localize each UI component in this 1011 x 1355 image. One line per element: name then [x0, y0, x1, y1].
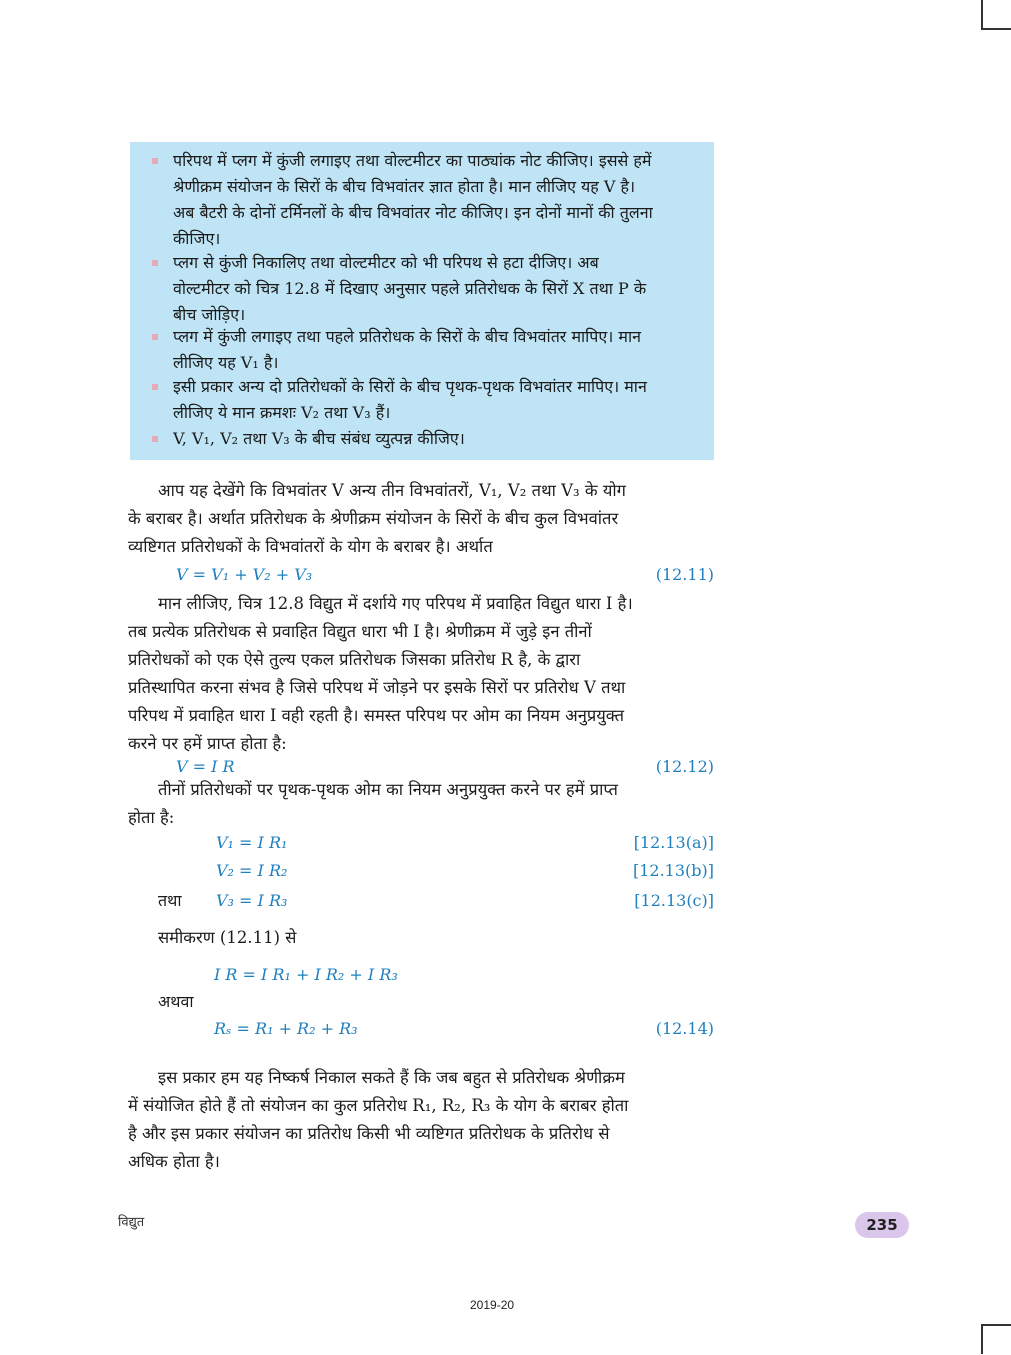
- activity-line: इसी प्रकार अन्य दो प्रतिरोधकों के सिरों के बीच पृथक-पृथक विभवांतर मापिए। मान: [173, 377, 647, 396]
- activity-line: परिपथ में प्लग में कुंजी लगाइए तथा वोल्टमीटर का पाठ्यांक नोट कीजिए। इससे हमें: [173, 151, 652, 170]
- equation-number: [12.13(a)]: [633, 833, 714, 852]
- body-line: करने पर हमें प्राप्त होता है:: [128, 734, 287, 753]
- body-line: इस प्रकार हम यह निष्कर्ष निकाल सकते हैं कि जब बहुत से प्रतिरोधक श्रेणीक्रम: [158, 1068, 625, 1087]
- activity-line: प्लग में कुंजी लगाइए तथा पहले प्रतिरोधक के सिरों के बीच विभवांतर मापिए। मान: [173, 327, 641, 346]
- page-number: 235: [855, 1212, 909, 1238]
- activity-line: बीच जोड़िए।: [173, 305, 246, 324]
- body-line: तीनों प्रतिरोधकों पर पृथक-पृथक ओम का नियम अनुप्रयुक्त करने पर हमें प्राप्त: [158, 780, 618, 799]
- bullet-icon: [152, 384, 158, 390]
- edition-year: 2019-20: [470, 1298, 515, 1312]
- body-line: मान लीजिए, चित्र 12.8 विद्युत में दर्शाये गए परिपथ में प्रवाहित विद्युत धारा I है।: [158, 594, 633, 613]
- body-line: परिपथ में प्रवाहित धारा I वही रहती है। समस्त परिपथ पर ओम का नियम अनुप्रयुक्त: [128, 706, 625, 725]
- equation-12-13b: V₂ = I R₂: [216, 861, 288, 880]
- activity-box: [130, 142, 714, 460]
- body-line: में संयोजित होते हैं तो संयोजन का कुल प्रतिरोध R₁, R₂, R₃ के योग के बराबर होता: [128, 1096, 629, 1115]
- activity-line: लीजिए ये मान क्रमशः V₂ तथा V₃ हैं।: [173, 403, 391, 422]
- body-line: तब प्रत्येक प्रतिरोधक से प्रवाहित विद्युत धारा भी I है। श्रेणीक्रम में जुड़े इन तीनों: [128, 622, 592, 641]
- activity-line: प्लग से कुंजी निकालिए तथा वोल्टमीटर को भी परिपथ से हटा दीजिए। अब: [173, 253, 599, 272]
- body-line: है और इस प्रकार संयोजन का प्रतिरोध किसी भी व्यष्टिगत प्रतिरोधक के प्रतिरोध से: [128, 1124, 610, 1143]
- equation-number: (12.12): [655, 757, 714, 776]
- bullet-icon: [152, 158, 158, 164]
- body-line: व्यष्टिगत प्रतिरोधकों के विभवांतरों के योग के बराबर है। अर्थात: [128, 537, 493, 556]
- activity-line: अब बैटरी के दोनों टर्मिनलों के बीच विभवांतर नोट कीजिए। इन दोनों मानों की तुलना: [173, 203, 653, 222]
- bullet-icon: [152, 334, 158, 340]
- activity-line: कीजिए।: [173, 229, 221, 248]
- body-line: आप यह देखेंगे कि विभवांतर V अन्य तीन विभवांतरों, V₁, V₂ तथा V₃ के योग: [158, 481, 626, 500]
- body-line: होता है:: [128, 808, 175, 827]
- crop-mark-top-right: [981, 0, 1011, 30]
- activity-line: लीजिए यह V₁ है।: [173, 353, 279, 372]
- equation-12-12: V = I R: [176, 757, 235, 776]
- body-line: प्रतिरोधकों को एक ऐसे तुल्य एकल प्रतिरोधक जिसका प्रतिरोध R है, के द्वारा: [128, 650, 581, 669]
- equation-number: [12.13(b)]: [632, 861, 714, 880]
- activity-line: वोल्टमीटर को चित्र 12.8 में दिखाए अनुसार पहले प्रतिरोधक के सिरों X तथा P के: [173, 279, 647, 298]
- equation-12-13c: V₃ = I R₃: [216, 891, 288, 910]
- equation-12-13a: V₁ = I R₁: [216, 833, 288, 852]
- body-line: अथवा: [158, 992, 194, 1011]
- tatha-label: तथा: [158, 891, 182, 910]
- equation-number: [12.13(c)]: [634, 891, 714, 910]
- chapter-name: विद्युत: [118, 1215, 145, 1230]
- equation-12-11: V = V₁ + V₂ + V₃: [176, 565, 313, 584]
- body-line: समीकरण (12.11) से: [158, 928, 297, 947]
- equation-number: (12.11): [655, 565, 714, 584]
- equation-number: (12.14): [655, 1019, 714, 1038]
- body-line: अधिक होता है।: [128, 1152, 220, 1171]
- body-line: प्रतिस्थापित करना संभव है जिसे परिपथ में जोड़ने पर इसके सिरों पर प्रतिरोध V तथा: [128, 678, 626, 697]
- equation-sum: I R = I R₁ + I R₂ + I R₃: [214, 965, 398, 984]
- body-line: के बराबर है। अर्थात प्रतिरोधक के श्रेणीक्रम संयोजन के सिरों के बीच कुल विभवांतर: [128, 509, 619, 528]
- activity-line: श्रेणीक्रम संयोजन के सिरों के बीच विभवांतर ज्ञात होता है। मान लीजिए यह V है।: [173, 177, 636, 196]
- bullet-icon: [152, 260, 158, 266]
- equation-12-14: Rₛ = R₁ + R₂ + R₃: [214, 1019, 358, 1038]
- crop-mark-bottom-right: [981, 1324, 1011, 1354]
- bullet-icon: [152, 436, 158, 442]
- activity-line: V, V₁, V₂ तथा V₃ के बीच संबंध व्युत्पन्न कीजिए।: [173, 429, 465, 448]
